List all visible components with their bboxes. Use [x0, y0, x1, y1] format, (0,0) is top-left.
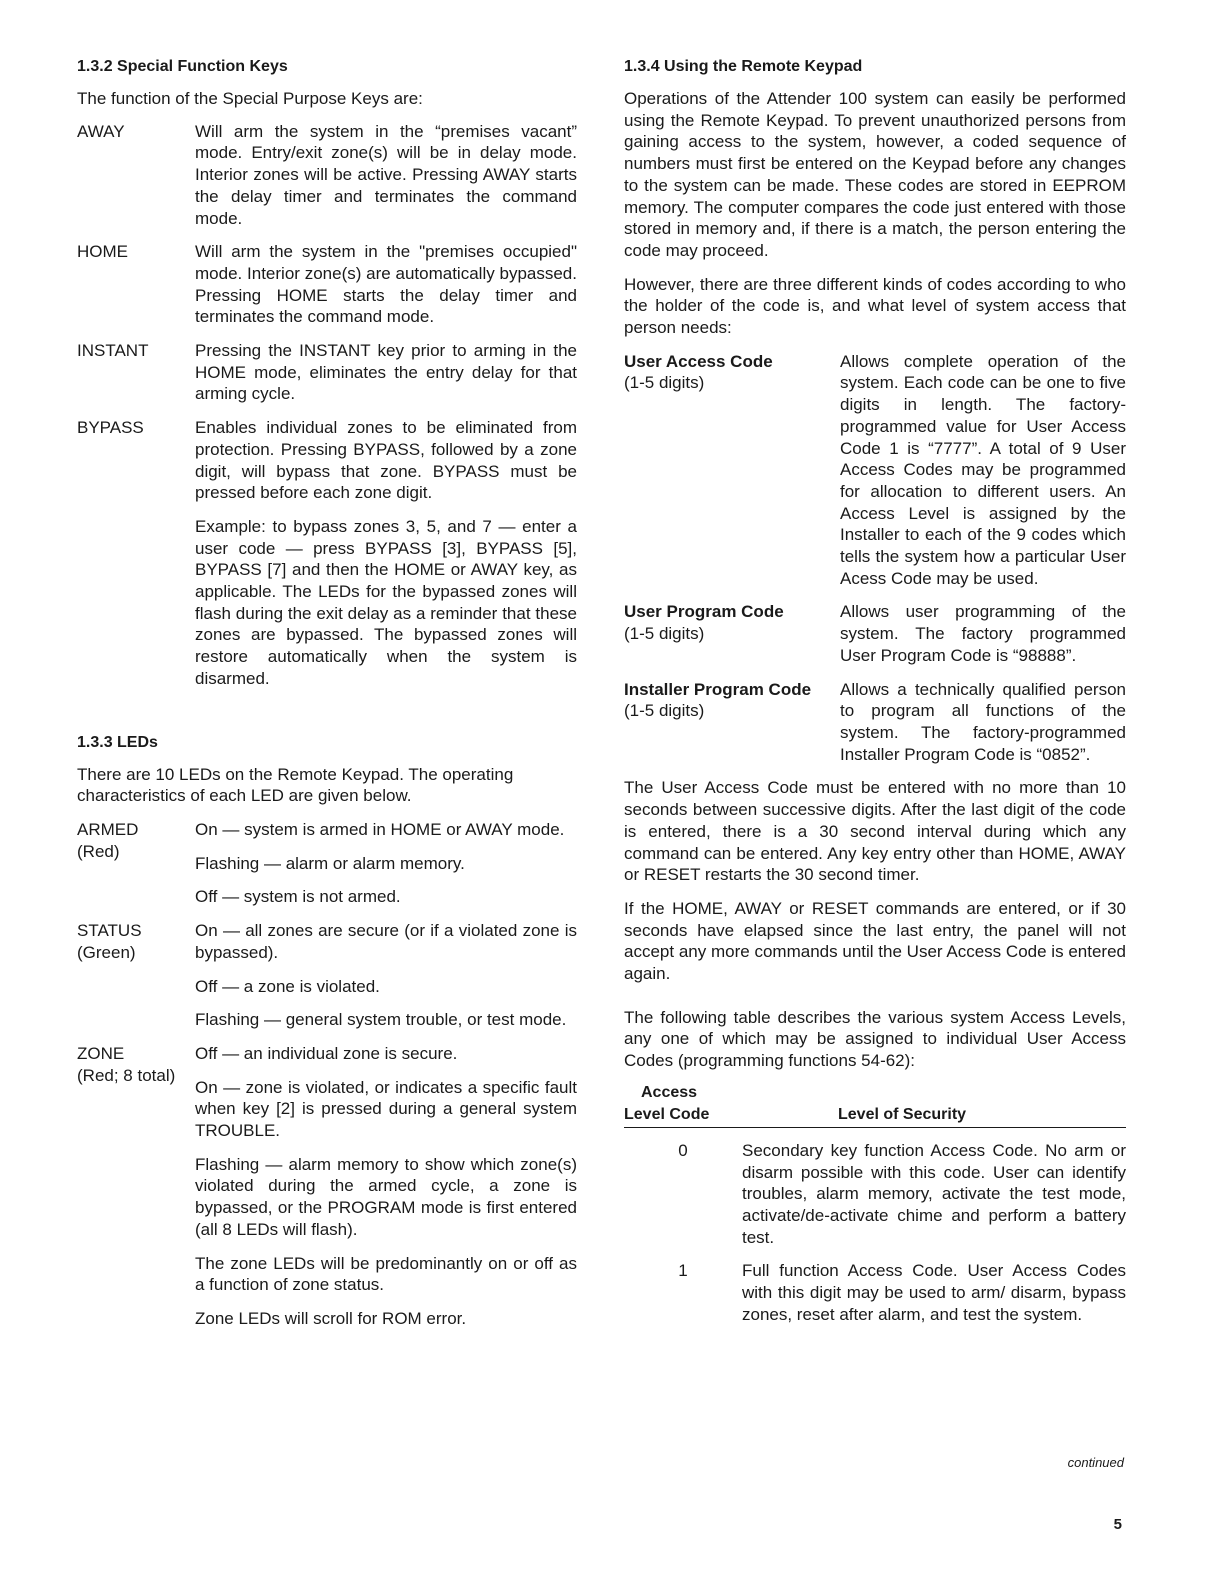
keypad-para-5: The following table describes the various system Access Levels, any one of which may be assigned to individual User Access Codes (programming functions 54-62): [624, 1007, 1126, 1071]
led-zone-term: ZONE [77, 1043, 125, 1063]
code-installer-program-digits: (1-5 digits) [624, 701, 705, 721]
led-zone-off: Off — an individual zone is secure. [195, 1043, 458, 1063]
leds-intro: There are 10 LEDs on the Remote Keypad. The operating characteristics of each LED are given below. [77, 764, 514, 806]
led-status-term: STATUS [77, 921, 142, 941]
continued-note: continued [1067, 1455, 1124, 1470]
led-status-color: (Green) [77, 942, 136, 962]
table-header [624, 1082, 1126, 1128]
access-level-table [624, 1082, 1126, 1326]
key-bypass-term: BYPASS [77, 418, 144, 438]
key-bypass [77, 417, 577, 689]
key-bypass-example: Example: to bypass zones 3, 5, and 7 — enter a user code — press BYPASS [3], BYPASS [5], BYPASS [7] and then the HOME or AWAY key, as applicable. The LEDs for the bypassed zones will flash during the exit delay as a reminder that these zones are bypassed. The bypassed zones will restore automatically when the system is disarmed. [195, 516, 577, 688]
code-user-access [624, 351, 1126, 590]
key-away [77, 121, 577, 230]
table-cell-desc: Full function Access Code. User Access Codes with this digit may be used to arm/ disarm, bypass zones, reset after alarm, and test the system. [742, 1261, 1126, 1324]
table-header-code-line2: Level Code [624, 1105, 710, 1123]
key-bypass-desc: Enables individual zones to be eliminated from protection. Pressing BYPASS, followed by a zone digit, will bypass that zone. BYPASS must be pressed before each zone digit. [195, 418, 577, 503]
led-armed-off: Off — system is not armed. [195, 887, 401, 907]
led-armed [77, 819, 577, 908]
key-instant-term: INSTANT [77, 341, 149, 361]
special-keys-intro: The function of the Special Purpose Keys are: [77, 89, 423, 108]
section-heading-leds: 1.3.3 LEDs [77, 733, 158, 751]
led-zone-color: (Red; 8 total) [77, 1065, 176, 1085]
led-status-off: Off — a zone is violated. [195, 976, 380, 996]
code-installer-program-desc: Allows a technically qualified person to program all functions of the system. The factory-programmed Installer Program Code is “0852”. [840, 679, 1126, 764]
page-number: 5 [1113, 1516, 1122, 1533]
left-column [77, 58, 577, 1342]
keypad-para-2: However, there are three different kinds of codes according to who the holder of the code is, and what level of system access that person needs: [624, 274, 1126, 338]
led-zone-flashing: Flashing — alarm memory to show which zone(s) violated during the armed cycle, a zone is bypassed, or the PROGRAM mode is first entered (all 8 LEDs will flash). [195, 1154, 577, 1239]
keypad-para-1: Operations of the Attender 100 system can easily be performed using the Remote Keypad. To prevent unauthorized persons from gaining access to the system, however, a coded sequence of numbers must first be entered on the Keypad before any changes to the system can be made. These codes are stored in EEPROM memory. The computer compares the code just entered with those stored in memory and, if there is a match, the person entering the code may proceed. [624, 89, 1126, 260]
led-zone-on: On — zone is violated, or indicates a specific fault when key [2] is pressed during a general system TROUBLE. [195, 1077, 577, 1141]
key-home [77, 241, 577, 328]
led-armed-on: On — system is armed in HOME or AWAY mode. [195, 819, 565, 839]
table-header-level: Level of Security [838, 1105, 967, 1123]
table-cell-desc: Secondary key function Access Code. No arm or disarm possible with this code. User can identify troubles, alarm memory, activate the test mode, activate/de-activate chime and perform a battery test. [742, 1140, 1126, 1247]
table-row [624, 1260, 1126, 1325]
keypad-para-3: The User Access Code must be entered with no more than 10 seconds between successive digits. After the last digit of the code is entered, there is a 30 second interval during which any command can be entered. Any key entry other than HOME, AWAY or RESET restarts the 30 second timer. [624, 778, 1126, 885]
section-heading-remote-keypad: 1.3.4 Using the Remote Keypad [624, 58, 863, 75]
led-status [77, 920, 577, 1031]
table-header-code [624, 1082, 734, 1126]
led-zone [77, 1043, 577, 1330]
led-status-flashing: Flashing — general system trouble, or test mode. [195, 1010, 567, 1030]
led-status-on: On — all zones are secure (or if a violated zone is bypassed). [195, 921, 577, 962]
code-user-access-digits: (1-5 digits) [624, 373, 705, 393]
code-user-program-name: User Program Code [624, 602, 784, 622]
table-row [624, 1140, 1126, 1249]
code-user-access-name: User Access Code [624, 351, 773, 371]
key-home-desc: Will arm the system in the "premises occupied" mode. Interior zone(s) are automatically bypassed. Pressing HOME starts the delay timer and terminates the command mode. [195, 242, 577, 327]
code-user-access-desc: Allows complete operation of the system. Each code can be one to five digits in length. The factory-programmed value for User Access Code 1 is “7777”. A total of 9 User Access Codes may be programmed for allocation to different users. An Access Level is assigned by the Installer to each of the 9 codes which tells the system how a particular User Acess Code may be used. [840, 351, 1126, 588]
table-cell-code: 1 [678, 1261, 688, 1281]
key-away-term: AWAY [77, 121, 125, 141]
keypad-para-4: If the HOME, AWAY or RESET commands are entered, or if 30 seconds have elapsed since the last entry, the panel will not accept any more commands until the User Access Code is entered again. [624, 898, 1126, 984]
led-armed-color: (Red) [77, 841, 120, 861]
led-armed-flashing: Flashing — alarm or alarm memory. [195, 853, 465, 873]
led-zone-note-status: The zone LEDs will be predominantly on or off as a function of zone status. [195, 1253, 577, 1295]
code-user-program-digits: (1-5 digits) [624, 624, 705, 644]
led-zone-note-rom: Zone LEDs will scroll for ROM error. [195, 1308, 467, 1328]
key-home-term: HOME [77, 242, 128, 262]
table-header-code-line1: Access [641, 1083, 698, 1101]
key-instant-desc: Pressing the INSTANT key prior to arming in the HOME mode, eliminates the entry delay for that arming cycle. [195, 341, 577, 404]
code-user-program-desc: Allows user programming of the system. The factory programmed User Program Code is “98888”. [840, 602, 1126, 665]
led-armed-term: ARMED [77, 819, 139, 839]
table-cell-code: 0 [678, 1140, 688, 1160]
key-instant [77, 340, 577, 405]
right-column [624, 58, 1126, 1325]
code-installer-program-name: Installer Program Code [624, 679, 812, 699]
key-away-desc: Will arm the system in the “premises vacant” mode. Entry/exit zone(s) will be in delay mode. Interior zones will be active. Pressing AWAY starts the delay timer and terminates the command mode. [195, 121, 577, 228]
code-installer-program [624, 679, 1126, 766]
code-user-program [624, 601, 1126, 666]
section-heading-special-function-keys: 1.3.2 Special Function Keys [77, 58, 288, 75]
